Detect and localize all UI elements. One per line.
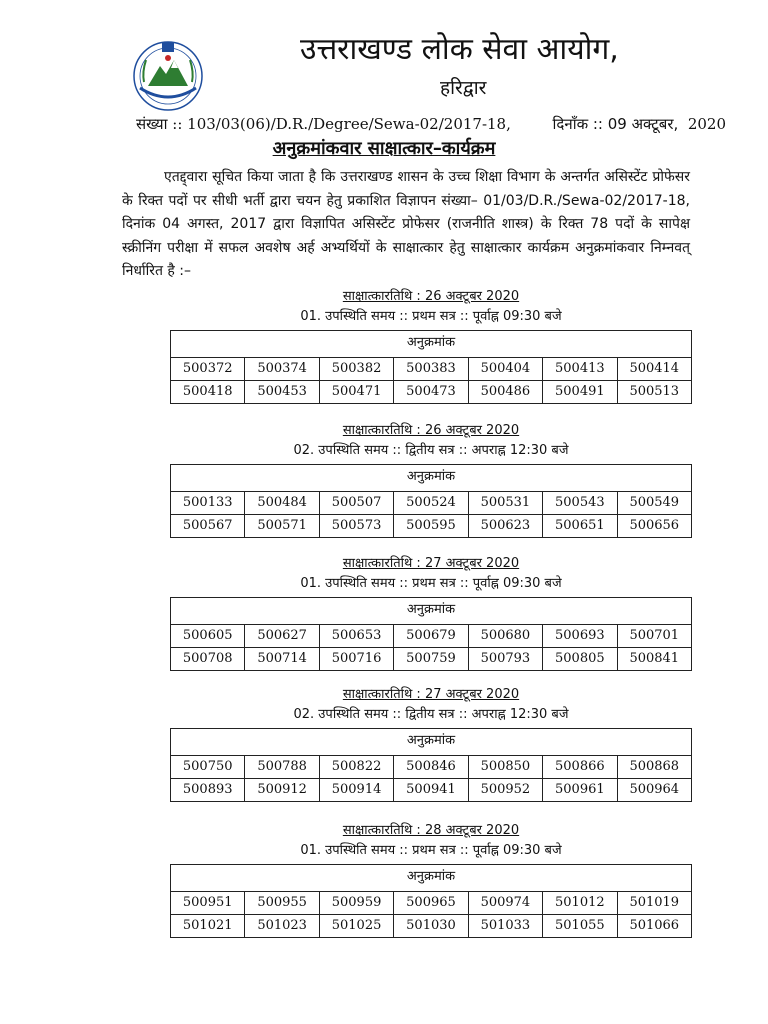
table-row <box>171 648 692 671</box>
roll-number-cell: 500133 <box>171 492 245 515</box>
reference-line <box>136 113 726 135</box>
roll-number-cell: 500941 <box>394 779 468 802</box>
roll-number-cell: 500524 <box>394 492 468 515</box>
roll-number-table <box>170 330 692 404</box>
issue-date <box>553 113 726 135</box>
roll-number-cell: 500680 <box>468 625 542 648</box>
roll-number-cell: 500714 <box>245 648 319 671</box>
interview-schedule-section <box>170 686 692 802</box>
table-header-row <box>171 729 692 756</box>
roll-number-cell: 500850 <box>468 756 542 779</box>
roll-number-cell: 500759 <box>394 648 468 671</box>
roll-number-table <box>170 464 692 538</box>
issue-date-label: दिनाँक :: 09 अक्टूबर, <box>552 115 679 133</box>
roll-number-cell: 500716 <box>319 648 393 671</box>
table-header-row <box>171 865 692 892</box>
interview-schedule-section <box>170 555 692 671</box>
intro-paragraph: एतद्द्वारा सूचित किया जाता है कि उत्तराखण्ड शासन के उच्च शिक्षा विभाग के अन्तर्गत असिस्टेंट प्रोफेसर के रिक्त पदों पर सीधी भर्ती द्वारा चयन हेतु प्रकाशित विज्ञापन संख्या– 01/03/D.R./Sewa-02/2017-18, दिनांक 04 अगस्त, 2017 द्वारा विज्ञापित असिस्टेंट प्रोफेसर (राजनीति शास्त्र) के रिक्त 78 पदों के सापेक्ष स्क्रीनिंग परीक्षा में सफल अवशेष अर्ह अभ्यर्थियों के साक्षात्कार हेतु साक्षात्कार कार्यक्रम अनुक्रमांकवार निम्नवत् निर्धारित है :– <box>122 169 690 279</box>
interview-date-text: साक्षात्कारतिथि : 26 अक्टूबर 2020 <box>342 423 520 438</box>
roll-number-cell: 500414 <box>617 358 691 381</box>
roll-number-cell: 500841 <box>617 648 691 671</box>
roll-number-header: अनुक्रमांक <box>171 729 692 756</box>
reference-number <box>136 113 511 135</box>
roll-number-cell: 500404 <box>468 358 542 381</box>
roll-number-cell: 500473 <box>394 381 468 404</box>
roll-number-cell: 500955 <box>245 892 319 915</box>
roll-number-table <box>170 728 692 802</box>
table-row <box>171 492 692 515</box>
interview-schedule-section <box>170 822 692 938</box>
roll-number-cell: 500413 <box>543 358 617 381</box>
roll-number-cell: 500627 <box>245 625 319 648</box>
interview-date <box>170 686 692 704</box>
table-row <box>171 892 692 915</box>
roll-number-cell: 501021 <box>171 915 245 938</box>
roll-number-cell: 500750 <box>171 756 245 779</box>
organisation-city: हरिद्वार <box>440 77 487 99</box>
interview-date <box>170 555 692 573</box>
reporting-time: 02. उपस्थिति समय :: द्वितीय सत्र :: अपराह्न 12:30 बजे <box>293 707 569 722</box>
reporting-time: 01. उपस्थिति समय :: प्रथम सत्र :: पूर्वाह्न 09:30 बजे <box>300 576 562 591</box>
roll-number-cell: 500805 <box>543 648 617 671</box>
table-row <box>171 915 692 938</box>
interview-date-text: साक्षात्कारतिथि : 27 अक्टूबर 2020 <box>342 556 520 571</box>
roll-number-cell: 500965 <box>394 892 468 915</box>
roll-number-cell: 500679 <box>394 625 468 648</box>
roll-number-cell: 501030 <box>394 915 468 938</box>
roll-number-cell: 500605 <box>171 625 245 648</box>
roll-number-cell: 500623 <box>468 515 542 538</box>
roll-number-cell: 500951 <box>171 892 245 915</box>
table-header-row <box>171 465 692 492</box>
table-row <box>171 381 692 404</box>
interview-date-text: साक्षात्कारतिथि : 27 अक्टूबर 2020 <box>342 687 520 702</box>
roll-number-cell: 500595 <box>394 515 468 538</box>
roll-number-cell: 500484 <box>245 492 319 515</box>
roll-number-cell: 500531 <box>468 492 542 515</box>
roll-number-cell: 500543 <box>543 492 617 515</box>
roll-number-cell: 500471 <box>319 381 393 404</box>
roll-number-cell: 500959 <box>319 892 393 915</box>
roll-number-cell: 500486 <box>468 381 542 404</box>
roll-number-cell: 500567 <box>171 515 245 538</box>
reporting-time: 02. उपस्थिति समय :: द्वितीय सत्र :: अपराह्न 12:30 बजे <box>293 443 569 458</box>
roll-number-cell: 500701 <box>617 625 691 648</box>
roll-number-header: अनुक्रमांक <box>171 465 692 492</box>
organisation-name: उत्तराखण्ड लोक सेवा आयोग, <box>300 32 619 67</box>
roll-number-cell: 501033 <box>468 915 542 938</box>
roll-number-cell: 500822 <box>319 756 393 779</box>
roll-number-cell: 500952 <box>468 779 542 802</box>
roll-number-cell: 500571 <box>245 515 319 538</box>
roll-number-cell: 500653 <box>319 625 393 648</box>
roll-number-cell: 500793 <box>468 648 542 671</box>
table-row <box>171 756 692 779</box>
roll-number-cell: 500491 <box>543 381 617 404</box>
roll-number-cell: 500961 <box>543 779 617 802</box>
reference-value: 103/03(06)/D.R./Degree/Sewa-02/2017-18, <box>187 115 511 133</box>
roll-number-cell: 500382 <box>319 358 393 381</box>
reference-label: संख्या :: <box>136 115 188 133</box>
roll-number-cell: 500868 <box>617 756 691 779</box>
interview-schedule-section <box>170 422 692 538</box>
roll-number-cell: 500549 <box>617 492 691 515</box>
roll-number-cell: 501012 <box>543 892 617 915</box>
roll-number-cell: 500573 <box>319 515 393 538</box>
roll-number-cell: 500383 <box>394 358 468 381</box>
roll-number-cell: 500912 <box>245 779 319 802</box>
roll-number-cell: 500372 <box>171 358 245 381</box>
roll-number-cell: 500788 <box>245 756 319 779</box>
roll-number-header: अनुक्रमांक <box>171 865 692 892</box>
roll-number-cell: 500974 <box>468 892 542 915</box>
roll-number-cell: 500374 <box>245 358 319 381</box>
roll-number-cell: 501055 <box>543 915 617 938</box>
interview-schedule-section <box>170 288 692 404</box>
document-title-text: अनुक्रमांकवार साक्षात्कार–कार्यक्रम <box>272 138 496 159</box>
roll-number-cell: 500914 <box>319 779 393 802</box>
roll-number-cell: 500708 <box>171 648 245 671</box>
commission-emblem-icon <box>128 36 208 116</box>
roll-number-cell: 500651 <box>543 515 617 538</box>
reporting-time: 01. उपस्थिति समय :: प्रथम सत्र :: पूर्वाह्न 09:30 बजे <box>300 843 562 858</box>
issue-date-year: 2020 <box>687 115 726 133</box>
roll-number-cell: 500964 <box>617 779 691 802</box>
roll-number-cell: 500656 <box>617 515 691 538</box>
roll-number-cell: 500513 <box>617 381 691 404</box>
roll-number-cell: 500846 <box>394 756 468 779</box>
roll-number-table <box>170 864 692 938</box>
table-header-row <box>171 331 692 358</box>
roll-number-cell: 501023 <box>245 915 319 938</box>
roll-number-cell: 500507 <box>319 492 393 515</box>
interview-date <box>170 822 692 840</box>
roll-number-cell: 500453 <box>245 381 319 404</box>
table-header-row <box>171 598 692 625</box>
table-row <box>171 779 692 802</box>
table-row <box>171 358 692 381</box>
roll-number-cell: 501025 <box>319 915 393 938</box>
roll-number-header: अनुक्रमांक <box>171 598 692 625</box>
document-title <box>0 136 768 162</box>
roll-number-cell: 500418 <box>171 381 245 404</box>
roll-number-cell: 500866 <box>543 756 617 779</box>
interview-date-text: साक्षात्कारतिथि : 26 अक्टूबर 2020 <box>342 289 520 304</box>
roll-number-table <box>170 597 692 671</box>
interview-date <box>170 422 692 440</box>
reporting-time: 01. उपस्थिति समय :: प्रथम सत्र :: पूर्वाह्न 09:30 बजे <box>300 309 562 324</box>
roll-number-cell: 500693 <box>543 625 617 648</box>
table-row <box>171 625 692 648</box>
interview-date-text: साक्षात्कारतिथि : 28 अक्टूबर 2020 <box>342 823 520 838</box>
table-row <box>171 515 692 538</box>
interview-date <box>170 288 692 306</box>
roll-number-cell: 500893 <box>171 779 245 802</box>
roll-number-cell: 501066 <box>617 915 691 938</box>
roll-number-header: अनुक्रमांक <box>171 331 692 358</box>
roll-number-cell: 501019 <box>617 892 691 915</box>
